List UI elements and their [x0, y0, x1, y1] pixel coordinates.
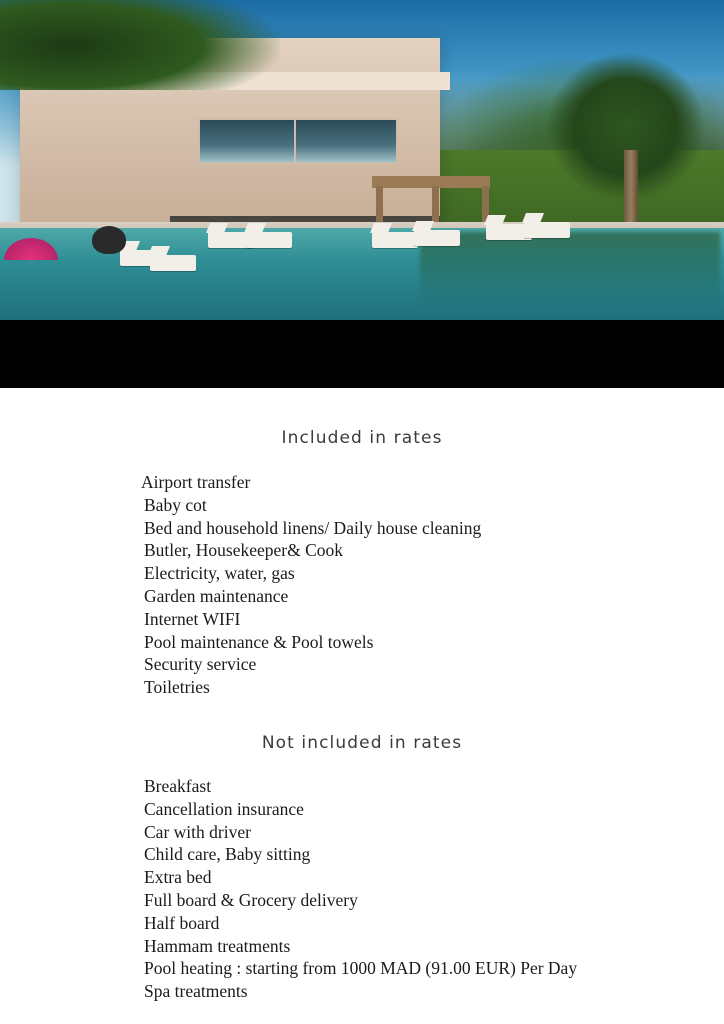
sun-lounger — [372, 232, 418, 248]
list-item: Pool heating : starting from 1000 MAD (91.00 EUR) Per Day — [144, 958, 578, 979]
list-item: Airport transfer — [141, 472, 251, 492]
list-item: Car with driver — [144, 821, 251, 842]
list-item: Internet WIFI — [144, 608, 241, 629]
list-item: Spa treatments — [144, 981, 248, 1002]
not-included-section-title: Not included in rates — [261, 732, 463, 753]
sun-lounger — [246, 232, 292, 248]
list-item: Cancellation insurance — [144, 798, 304, 819]
list-item: Butler, Housekeeper& Cook — [144, 540, 344, 561]
pergola-beam — [372, 176, 490, 188]
list-item: Bed and household linens/ Daily house cleaning — [144, 517, 482, 538]
planter-pot — [92, 226, 126, 254]
list-item: Breakfast — [144, 775, 212, 796]
list-item: Electricity, water, gas — [144, 563, 295, 584]
list-item: Garden maintenance — [144, 585, 289, 606]
black-divider-band — [0, 320, 724, 388]
list-item: Pool maintenance & Pool towels — [144, 631, 374, 652]
included-list — [0, 471, 724, 699]
list-item: Full board & Grocery delivery — [144, 889, 358, 910]
rates-content — [0, 428, 724, 1003]
included-section-title: Included in rates — [281, 428, 443, 448]
pool-reflection — [420, 232, 720, 318]
hero-image — [0, 0, 724, 320]
sun-lounger — [414, 230, 460, 246]
list-item: Half board — [144, 912, 220, 933]
palm-tree-top — [0, 0, 280, 90]
not-included-list — [0, 775, 724, 1003]
sun-lounger — [150, 255, 196, 271]
villa-photo — [0, 0, 724, 320]
list-item: Security service — [144, 654, 257, 675]
list-item: Toiletries — [144, 677, 210, 698]
list-item: Extra bed — [144, 867, 212, 888]
sun-lounger — [524, 222, 570, 238]
list-item: Hammam treatments — [144, 935, 291, 956]
list-item: Child care, Baby sitting — [144, 844, 311, 865]
list-item: Baby cot — [144, 494, 207, 515]
villa-upper-window — [198, 118, 398, 164]
